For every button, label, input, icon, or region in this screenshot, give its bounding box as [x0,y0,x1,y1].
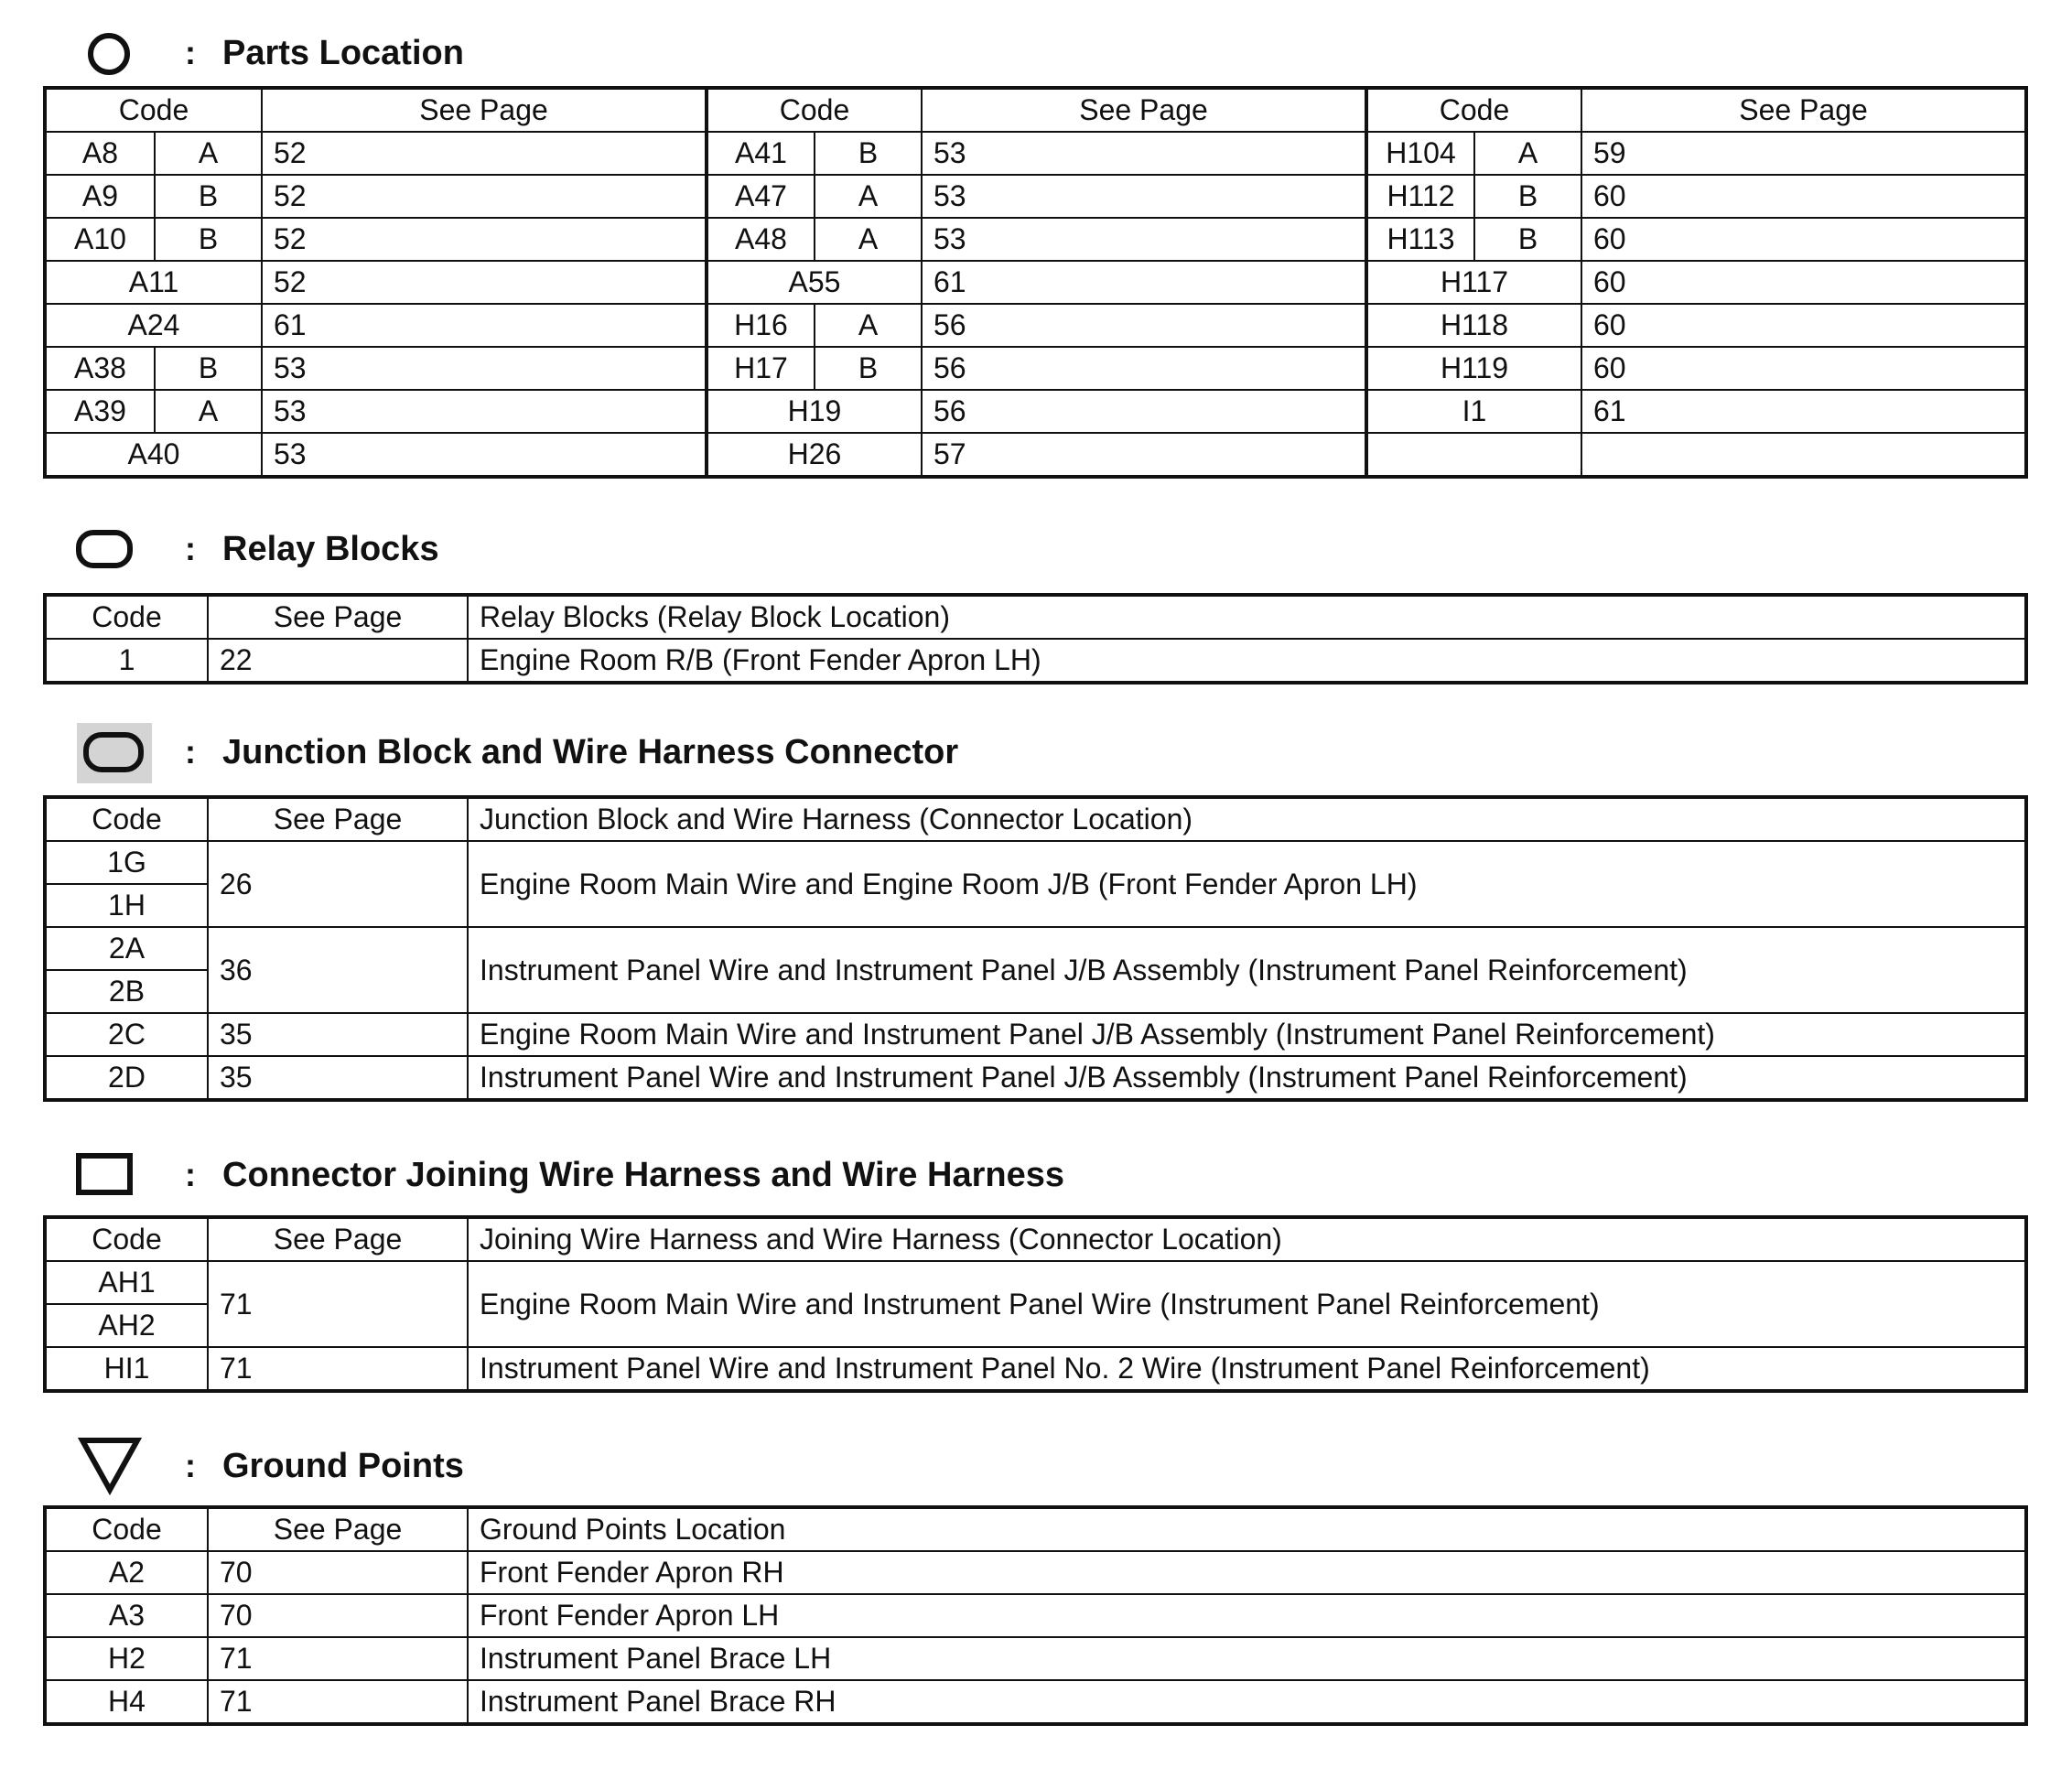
table-row [45,1637,2026,1680]
sub-code-cell: A [155,390,262,433]
code-cell: H17 [707,347,815,390]
page-cell: 71 [208,1347,468,1391]
section-colon: : [185,1447,196,1484]
code-cell: A9 [45,175,155,218]
page-cell: 53 [922,175,1366,218]
code-cell: 2C [45,1013,208,1056]
header-see-page: See Page [208,1217,468,1261]
header-see-page: See Page [262,88,707,132]
relay-blocks-table [43,593,2028,685]
code-cell: A55 [707,261,922,304]
table-row [45,841,2026,884]
header-description: Joining Wire Harness and Wire Harness (Connector Location) [468,1217,2026,1261]
sub-code-cell: A [1474,132,1581,175]
relay-blocks-header [0,523,2072,597]
sub-code-cell: B [155,347,262,390]
sub-code-cell: A [155,132,262,175]
page-cell [1581,433,2026,477]
table-row [45,218,2026,261]
table-header-row [45,797,2026,841]
code-cell [1366,433,1581,477]
code-cell: 2D [45,1056,208,1100]
page-cell: 35 [208,1013,468,1056]
shaded-rounded-rectangle-icon [82,730,146,776]
code-cell: I1 [1366,390,1581,433]
page-cell: 35 [208,1056,468,1100]
table-header-row [45,595,2026,639]
header-see-page: See Page [208,797,468,841]
page-cell: 26 [208,841,468,927]
code-cell: AH1 [45,1261,208,1304]
page-cell: 53 [262,390,707,433]
code-cell: A3 [45,1594,208,1637]
code-cell: A2 [45,1551,208,1594]
code-cell: A8 [45,132,155,175]
sub-code-cell: B [1474,175,1581,218]
code-cell: A39 [45,390,155,433]
section-colon: : [185,733,196,771]
header-code: Code [707,88,922,132]
ground-points-header [0,1435,2072,1508]
sub-code-cell: B [815,132,922,175]
page-cell: 53 [262,347,707,390]
page-cell: 61 [262,304,707,347]
description-cell: Instrument Panel Wire and Instrument Panel No. 2 Wire (Instrument Panel Reinforcement) [468,1347,2026,1391]
page-cell: 61 [922,261,1366,304]
code-cell: 1 [45,639,208,683]
ground-points-table [43,1505,2028,1726]
header-see-page: See Page [922,88,1366,132]
header-code: Code [1366,88,1581,132]
page-cell: 52 [262,218,707,261]
description-cell: Instrument Panel Wire and Instrument Panel J/B Assembly (Instrument Panel Reinforcement) [468,927,2026,1013]
page-cell: 22 [208,639,468,683]
code-cell: H117 [1366,261,1581,304]
sub-code-cell: B [815,347,922,390]
code-cell: A47 [707,175,815,218]
code-cell: 1H [45,884,208,927]
header-code: Code [45,1507,208,1551]
sub-code-cell: A [815,175,922,218]
table-header-row [45,88,2026,132]
code-cell: H104 [1366,132,1474,175]
description-cell: Engine Room R/B (Front Fender Apron LH) [468,639,2026,683]
page-cell: 61 [1581,390,2026,433]
sub-code-cell: A [815,218,922,261]
code-cell: A38 [45,347,155,390]
table-row [45,304,2026,347]
table-row [45,1013,2026,1056]
header-description: Ground Points Location [468,1507,2026,1551]
table-row [45,390,2026,433]
section-colon: : [185,34,196,71]
code-cell: A40 [45,433,262,477]
code-cell: 1G [45,841,208,884]
connector-joining-table [43,1215,2028,1393]
code-cell: A41 [707,132,815,175]
table-row [45,1551,2026,1594]
page-cell: 70 [208,1551,468,1594]
code-cell: A10 [45,218,155,261]
page-cell: 53 [922,218,1366,261]
page-cell: 60 [1581,218,2026,261]
table-row [45,1594,2026,1637]
code-cell: H19 [707,390,922,433]
header-code: Code [45,1217,208,1261]
sub-code-cell: A [815,304,922,347]
page-cell: 71 [208,1680,468,1724]
page-cell: 57 [922,433,1366,477]
header-code: Code [45,88,262,132]
table-row [45,433,2026,477]
page-cell: 71 [208,1637,468,1680]
code-cell: HI1 [45,1347,208,1391]
code-cell: AH2 [45,1304,208,1347]
page-cell: 71 [208,1261,468,1347]
description-cell: Engine Room Main Wire and Engine Room J/B (Front Fender Apron LH) [468,841,2026,927]
sub-code-cell: B [155,175,262,218]
junction-block-header [0,723,2072,796]
code-cell: 2B [45,970,208,1013]
rectangle-icon [75,1151,135,1199]
page-cell: 56 [922,304,1366,347]
header-description: Relay Blocks (Relay Block Location) [468,595,2026,639]
code-cell: A48 [707,218,815,261]
triangle-down-icon [77,1435,145,1497]
section-title-relay-blocks: Relay Blocks [222,530,439,568]
page-cell: 36 [208,927,468,1013]
page-cell: 56 [922,347,1366,390]
sub-code-cell: B [155,218,262,261]
table-row [45,261,2026,304]
table-row [45,132,2026,175]
page-cell: 60 [1581,347,2026,390]
table-row [45,1056,2026,1100]
header-description: Junction Block and Wire Harness (Connector Location) [468,797,2026,841]
page-cell: 53 [262,433,707,477]
description-cell: Engine Room Main Wire and Instrument Panel Wire (Instrument Panel Reinforcement) [468,1261,2026,1347]
table-header-row [45,1217,2026,1261]
description-cell: Front Fender Apron LH [468,1594,2026,1637]
description-cell: Engine Room Main Wire and Instrument Panel J/B Assembly (Instrument Panel Reinforcement) [468,1013,2026,1056]
table-row [45,175,2026,218]
code-cell: H4 [45,1680,208,1724]
page-cell: 60 [1581,261,2026,304]
page-cell: 52 [262,261,707,304]
header-see-page: See Page [208,595,468,639]
description-cell: Front Fender Apron RH [468,1551,2026,1594]
code-cell: H118 [1366,304,1581,347]
code-cell: H16 [707,304,815,347]
parts-location-table [43,86,2028,479]
description-cell: Instrument Panel Wire and Instrument Panel J/B Assembly (Instrument Panel Reinforcement) [468,1056,2026,1100]
rounded-rectangle-icon [75,527,135,573]
page-cell: 52 [262,175,707,218]
table-row [45,1261,2026,1304]
code-cell: A24 [45,304,262,347]
code-cell: H2 [45,1637,208,1680]
connector-joining-header [0,1148,2072,1221]
code-cell: 2A [45,927,208,970]
code-cell: H26 [707,433,922,477]
table-row [45,1680,2026,1724]
circle-icon [86,31,132,77]
page-cell: 52 [262,132,707,175]
section-colon: : [185,530,196,567]
table-header-row [45,1507,2026,1551]
code-cell: H112 [1366,175,1474,218]
page-cell: 53 [922,132,1366,175]
page-cell: 56 [922,390,1366,433]
table-row [45,927,2026,970]
table-row [45,347,2026,390]
section-title-ground-points: Ground Points [222,1447,464,1485]
page-cell: 60 [1581,304,2026,347]
section-title-connector-joining: Connector Joining Wire Harness and Wire Harness [222,1156,1064,1194]
code-cell: H119 [1366,347,1581,390]
table-row [45,639,2026,683]
code-cell: H113 [1366,218,1474,261]
section-title-parts-location: Parts Location [222,34,464,72]
description-cell: Instrument Panel Brace LH [468,1637,2026,1680]
page-cell: 70 [208,1594,468,1637]
page-cell: 60 [1581,175,2026,218]
header-see-page: See Page [208,1507,468,1551]
page-cell: 59 [1581,132,2026,175]
description-cell: Instrument Panel Brace RH [468,1680,2026,1724]
sub-code-cell: B [1474,218,1581,261]
section-title-junction-block: Junction Block and Wire Harness Connector [222,733,959,771]
header-code: Code [45,797,208,841]
header-see-page: See Page [1581,88,2026,132]
table-row [45,1347,2026,1391]
section-colon: : [185,1156,196,1193]
code-cell: A11 [45,261,262,304]
junction-block-table [43,795,2028,1102]
header-code: Code [45,595,208,639]
